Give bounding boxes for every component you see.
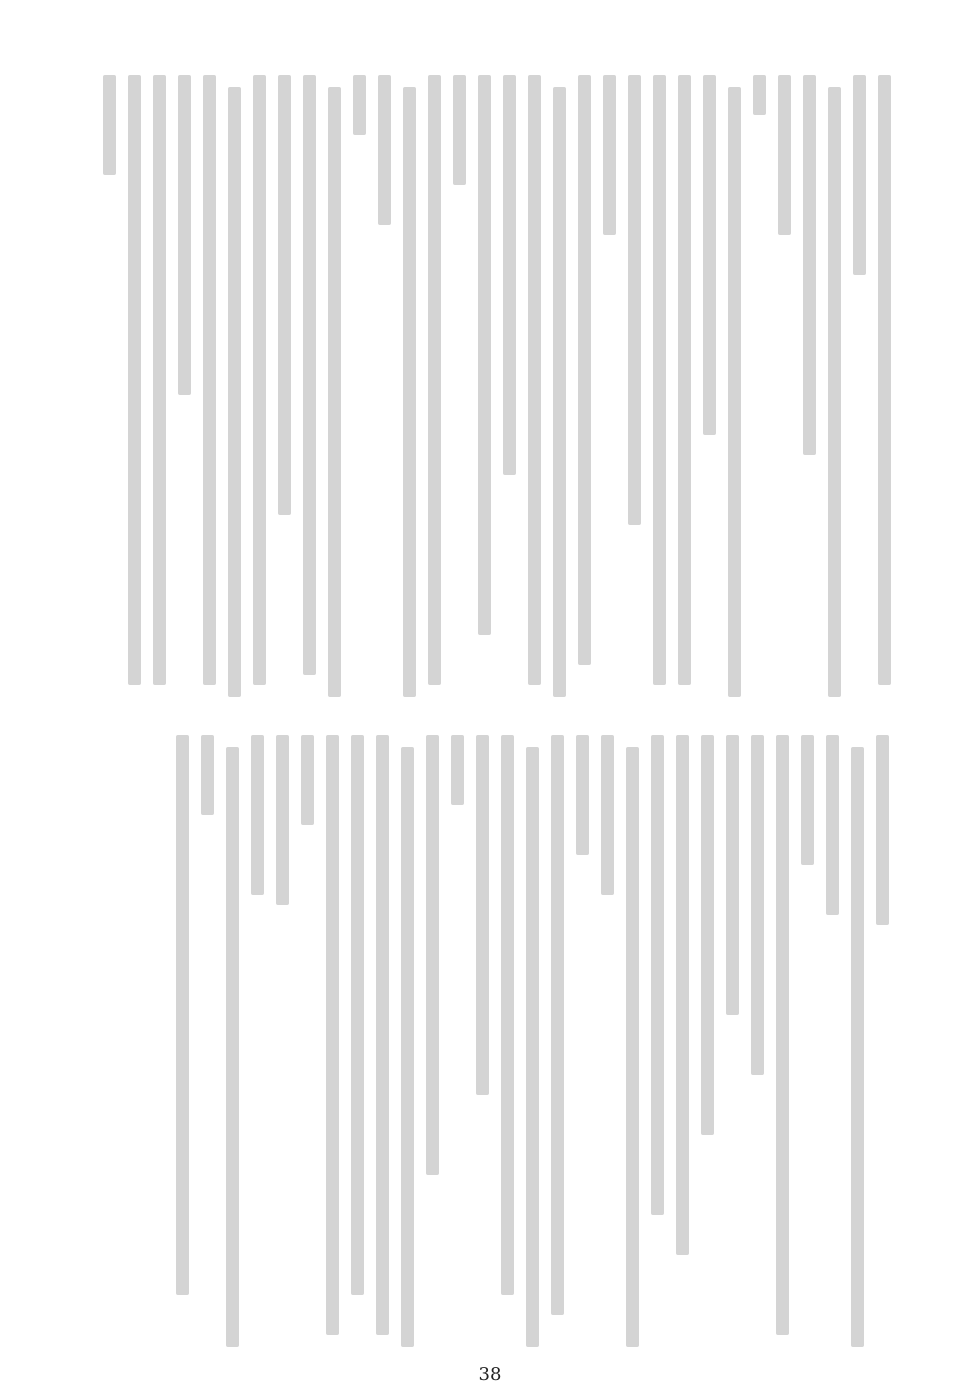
redacted-text-column [828, 87, 841, 697]
redacted-text-column [226, 747, 239, 1347]
redacted-text-column [278, 75, 291, 515]
redacted-text-column [578, 75, 591, 665]
redacted-text-column [478, 75, 491, 635]
redacted-text-column [176, 735, 189, 1295]
redacted-text-column [301, 735, 314, 825]
redacted-text-column [553, 87, 566, 697]
redacted-text-column [678, 75, 691, 685]
redacted-text-column [251, 735, 264, 895]
redacted-text-column [203, 75, 216, 685]
redacted-text-column [303, 75, 316, 675]
redacted-text-column [676, 735, 689, 1255]
redacted-text-column [576, 735, 589, 855]
redacted-text-column [801, 735, 814, 865]
redacted-text-column [628, 75, 641, 525]
redacted-text-column [701, 735, 714, 1135]
redacted-text-column [328, 87, 341, 697]
redacted-text-column [703, 75, 716, 435]
redacted-text-column [851, 747, 864, 1347]
redacted-text-column [778, 75, 791, 235]
redacted-text-column [201, 735, 214, 815]
redacted-text-column [253, 75, 266, 685]
redacted-text-column [853, 75, 866, 275]
redacted-text-column [728, 87, 741, 697]
redacted-text-column [276, 735, 289, 905]
redacted-text-column [128, 75, 141, 685]
redacted-text-column [326, 735, 339, 1335]
redacted-text-column [428, 75, 441, 685]
redacted-text-column [601, 735, 614, 895]
redacted-text-column [476, 735, 489, 1095]
redacted-text-column [603, 75, 616, 235]
redacted-text-column [653, 75, 666, 685]
redacted-text-column [528, 75, 541, 685]
redacted-text-column [501, 735, 514, 1295]
redacted-text-column [651, 735, 664, 1215]
redacted-text-column [826, 735, 839, 915]
redacted-text-column [453, 75, 466, 185]
redacted-text-column [401, 747, 414, 1347]
redacted-text-column [353, 75, 366, 135]
redacted-text-column [451, 735, 464, 805]
redacted-text-column [178, 75, 191, 395]
redacted-text-column [726, 735, 739, 1015]
redacted-text-column [753, 75, 766, 115]
redacted-text-column [403, 87, 416, 697]
redacted-text-column [876, 735, 889, 925]
redacted-text-column [153, 75, 166, 685]
redacted-text-column [878, 75, 891, 685]
redacted-text-column [776, 735, 789, 1335]
redacted-text-column [103, 75, 116, 175]
redacted-text-column [803, 75, 816, 455]
redacted-text-column [503, 75, 516, 475]
redacted-text-column [626, 747, 639, 1347]
redacted-text-column [351, 735, 364, 1295]
redacted-text-column [228, 87, 241, 697]
redacted-text-column [526, 747, 539, 1347]
redacted-text-column [426, 735, 439, 1175]
redacted-text-column [751, 735, 764, 1075]
page-number: 38 [478, 1364, 502, 1385]
redacted-text-column [378, 75, 391, 225]
redacted-text-column [376, 735, 389, 1335]
redacted-text-column [551, 735, 564, 1315]
